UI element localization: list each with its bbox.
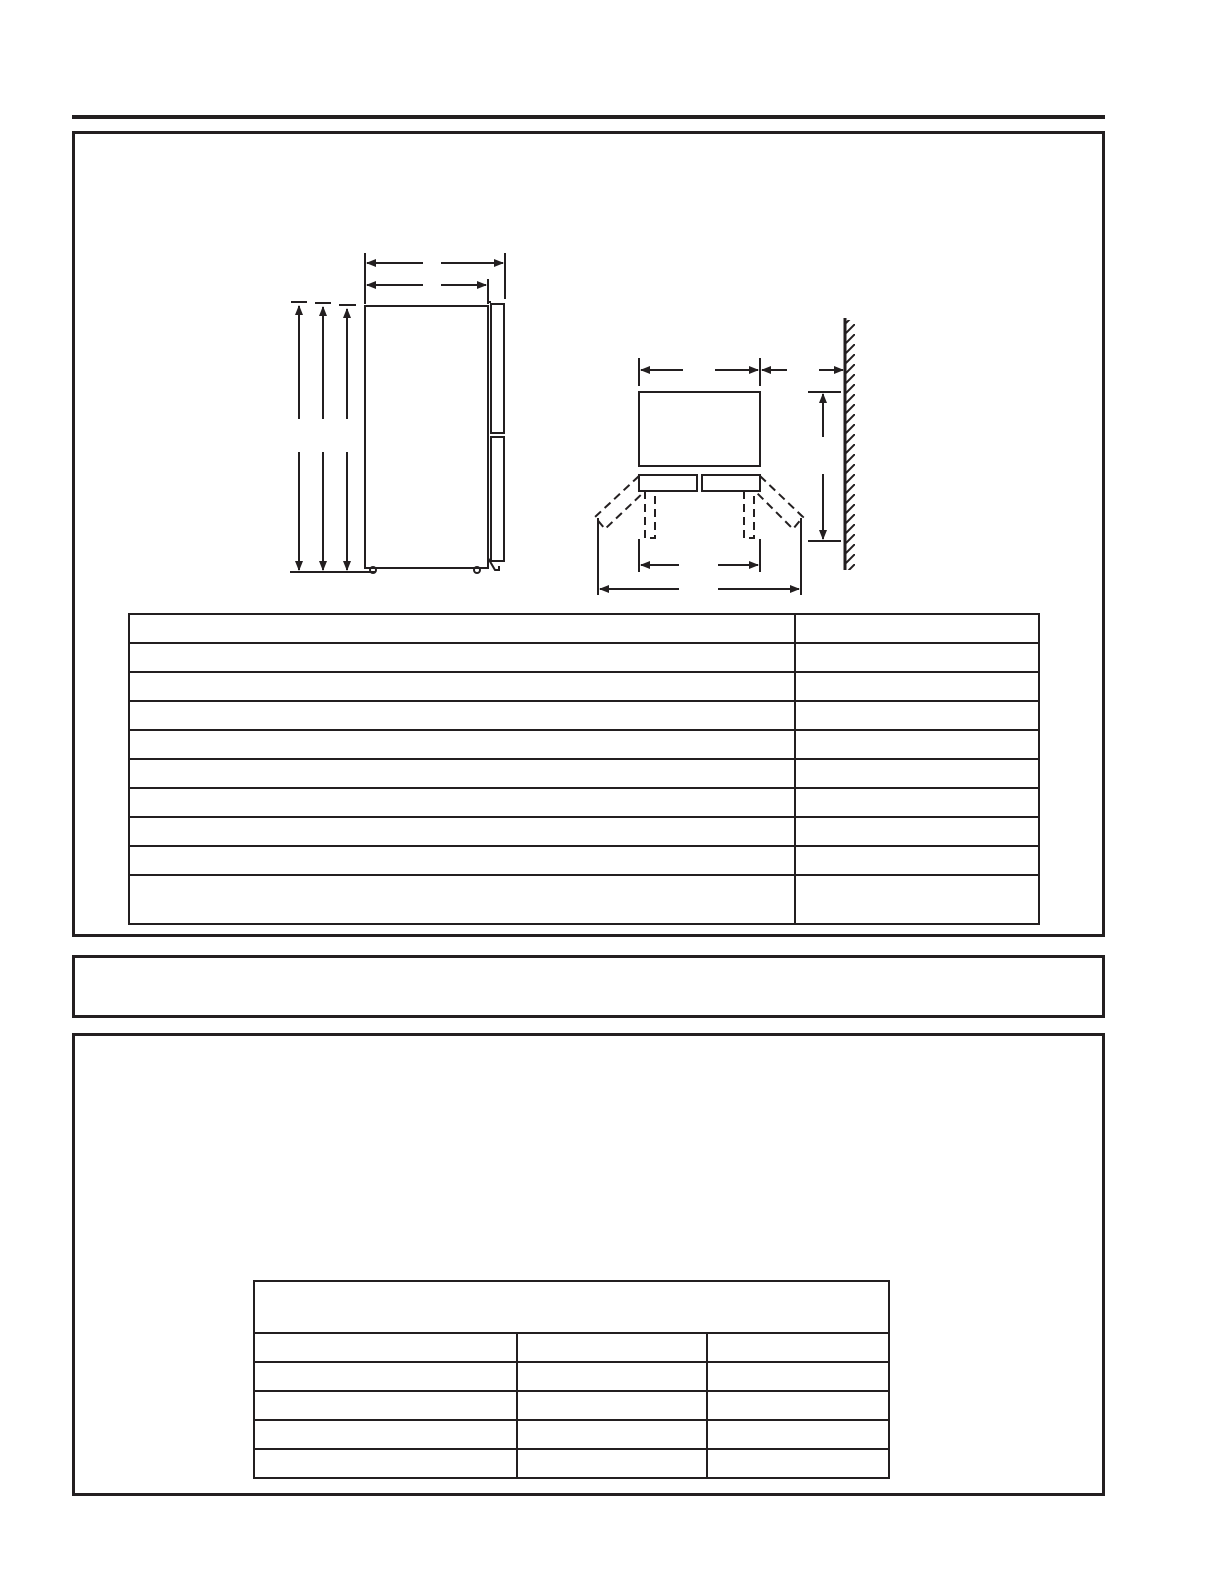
table-row: [254, 1449, 889, 1478]
spec-label: [129, 788, 795, 817]
table-row: [129, 759, 1039, 788]
table-row: [129, 817, 1039, 846]
table-cell: [254, 1391, 517, 1420]
clearance-panel: [72, 1033, 1105, 1496]
table-cell: [254, 1449, 517, 1478]
refrigerator-dimension-diagram: [75, 134, 1102, 614]
page-header-rule: [72, 115, 1105, 119]
table-row: [129, 672, 1039, 701]
side-view-cabinet: [365, 306, 488, 568]
table-cell: [707, 1362, 889, 1391]
table-cell: [254, 1362, 517, 1391]
table-row: [254, 1333, 889, 1362]
spec-label: [129, 759, 795, 788]
clearance-table: [253, 1280, 890, 1479]
spec-label: [129, 875, 795, 924]
top-view-left-door: [639, 475, 697, 491]
table-cell: [517, 1420, 707, 1449]
spec-value: [795, 846, 1039, 875]
table-header-row: [254, 1281, 889, 1333]
spec-value: [795, 643, 1039, 672]
dimensions-panel: [72, 131, 1105, 937]
table-cell: [517, 1449, 707, 1478]
table-row: [129, 701, 1039, 730]
table-row: [254, 1362, 889, 1391]
table-cell: [517, 1362, 707, 1391]
table-row: [129, 643, 1039, 672]
table-cell: [254, 1420, 517, 1449]
spec-label: [129, 614, 795, 643]
table-cell: [254, 1333, 517, 1362]
table-cell: [707, 1449, 889, 1478]
table-row: [254, 1420, 889, 1449]
clearance-table-header: [254, 1281, 889, 1333]
specifications-table: [128, 613, 1040, 925]
spec-value: [795, 788, 1039, 817]
spec-label: [129, 817, 795, 846]
spec-label: [129, 730, 795, 759]
table-row: [254, 1391, 889, 1420]
spec-label: [129, 672, 795, 701]
spec-value: [795, 759, 1039, 788]
table-row: [129, 875, 1039, 924]
table-row: [129, 614, 1039, 643]
table-row: [129, 788, 1039, 817]
side-view-upper-door: [491, 304, 504, 433]
table-row: [129, 846, 1039, 875]
spec-value: [795, 730, 1039, 759]
spec-value: [795, 701, 1039, 730]
spec-value: [795, 875, 1039, 924]
table-row: [129, 730, 1039, 759]
door-swing-outline: [595, 476, 803, 538]
top-view-right-door: [702, 475, 760, 491]
notice-panel: [72, 955, 1105, 1018]
spec-value: [795, 614, 1039, 643]
table-cell: [517, 1333, 707, 1362]
table-cell: [707, 1391, 889, 1420]
side-view-group: [290, 253, 505, 573]
table-cell: [517, 1391, 707, 1420]
side-view-lower-door: [491, 437, 504, 561]
spec-value: [795, 672, 1039, 701]
top-view-cabinet: [639, 392, 760, 466]
side-view-wheel-rear: [474, 567, 480, 573]
table-cell: [707, 1333, 889, 1362]
spec-label: [129, 846, 795, 875]
top-view-group: [595, 318, 855, 595]
table-cell: [707, 1420, 889, 1449]
side-view-base: [488, 558, 499, 570]
spec-label: [129, 701, 795, 730]
spec-label: [129, 643, 795, 672]
spec-value: [795, 817, 1039, 846]
